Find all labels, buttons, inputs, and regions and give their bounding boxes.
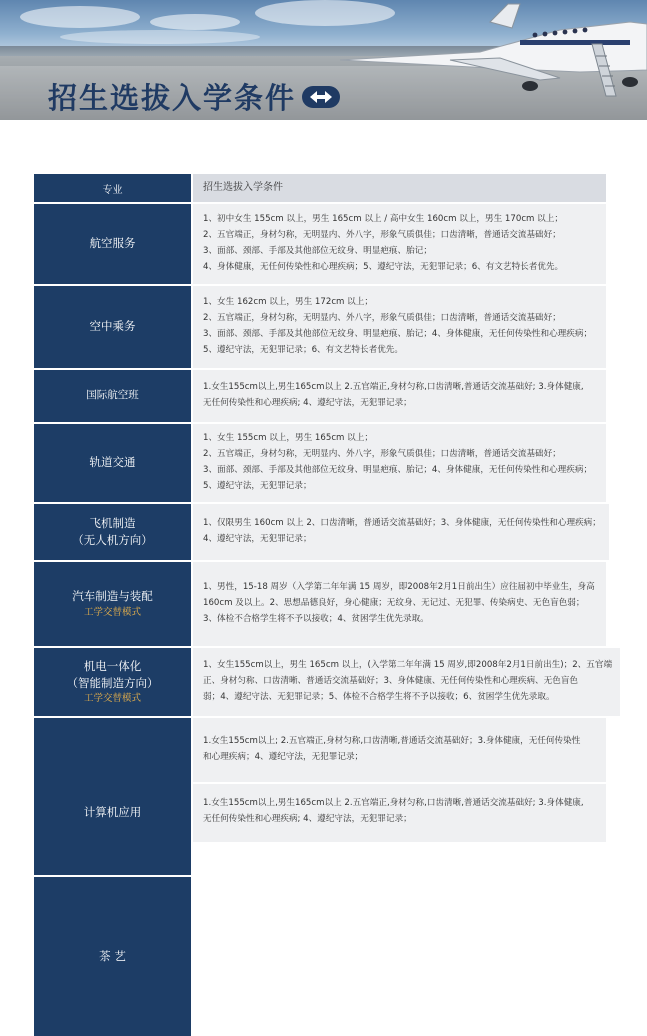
mode-label: 工学交替模式	[83, 693, 141, 705]
requirement-line: 1、女生 162cm 以上，男生 172cm 以上；	[203, 297, 373, 308]
requirement-line: 3、面部、颈部、手部及其他部位无纹身、明显疤痕、胎记；4、身体健康，无任何传染性和心理疾病；	[203, 465, 593, 475]
requirement-line: 无任何传染性和心理疾病; 4、遵纪守法，无犯罪记录；	[203, 398, 412, 408]
major-name: 汽车制造与装配	[72, 589, 153, 604]
requirement-line: 1、初中女生 155cm 以上，男生 165cm 以上 / 高中女生 160cm 以上，男生 170cm 以上；	[203, 214, 563, 225]
requirements-cell	[193, 204, 606, 284]
table-row	[34, 286, 606, 370]
requirement-line: 3、体检不合格学生将不予以接收；4、贫困学生优先录取。	[203, 613, 429, 624]
requirement-line: 160cm 及以上。2、思想品德良好，身心健康；无纹身、无记过、无犯罪、传染病史、无色盲色弱；	[203, 598, 585, 609]
table-row	[34, 784, 606, 842]
major-name: 轨道交通	[89, 455, 136, 470]
cloud	[60, 30, 260, 44]
column-header-major: 专业	[34, 174, 193, 202]
requirements-cell	[193, 370, 606, 422]
requirements-cell	[193, 504, 609, 560]
requirement-line: 4、身体健康，无任何传染性和心理疾病；5、遵纪守法，无犯罪记录；6、有文艺特长者优先。	[203, 261, 564, 272]
major-cell	[34, 424, 193, 502]
requirement-line: 正、身材匀称、口齿清晰、普通话交流基础好；3、身体健康、无任何传染性和心理疾病、无色盲色	[203, 676, 579, 687]
table-row	[34, 370, 606, 424]
requirements-cell	[193, 648, 620, 716]
major-cell	[34, 648, 193, 716]
requirement-line: 无任何传染性和心理疾病; 4、遵纪守法，无犯罪记录；	[203, 813, 412, 824]
requirement-line: 弱；4、遵纪守法、无犯罪记录；5、体检不合格学生将不予以接收；6、贫困学生优先录取。	[203, 691, 555, 702]
major-cell	[34, 562, 193, 646]
major-name: 空中乘务	[89, 319, 136, 334]
requirement-line: 1、女生155cm以上，男生 165cm 以上，(入学第二年年满 15 周岁,即2008年2月1日前出生)；2、五官端	[203, 660, 613, 671]
major-cell	[34, 504, 193, 560]
page-title: 招生选拔入学条件	[48, 81, 297, 115]
requirement-line: 2、五官端正，身材匀称，无明显内、外八字，形象气质俱佳；口齿清晰，普通话交流基础好；	[203, 449, 561, 460]
table-row	[34, 424, 606, 504]
requirement-line: 1、女生 155cm 以上，男生 165cm 以上；	[203, 433, 373, 444]
mode-label: 工学交替模式	[83, 606, 141, 618]
requirement-line: 1.女生155cm以上,男生165cm以上 2.五官端正,身材匀称,口齿清晰,普通话交流基础好; 3.身体健康,	[203, 798, 584, 808]
requirement-line: 2、五官端正，身材匀称，无明显内、外八字，形象气质俱佳；口齿清晰，普通话交流基础好；	[203, 230, 561, 241]
major-cell	[34, 286, 193, 368]
requirement-line: 5、遵纪守法，无犯罪记录；	[203, 480, 312, 491]
column-header-requirements: 招生选拔入学条件	[193, 174, 606, 202]
table-row	[34, 504, 606, 562]
table-row	[34, 648, 613, 718]
major-name: 茶 艺	[99, 948, 126, 963]
requirements-cell	[193, 562, 606, 646]
admission-requirements-table	[34, 174, 613, 963]
major-cell	[34, 370, 193, 422]
major-name: 机电一体化	[83, 658, 142, 673]
airplane-image	[330, 0, 647, 110]
major-cell	[34, 784, 193, 842]
cloud	[20, 6, 140, 28]
major-direction: （无人机方向）	[72, 533, 153, 547]
requirement-line: 2、五官端正，身材匀称，无明显内、外八字，形象气质俱佳；口齿清晰，普通话交流基础好；	[203, 313, 561, 324]
major-cell	[34, 204, 193, 284]
major-name: 航空服务	[89, 236, 136, 251]
requirement-line: 1、男性，15-18 周岁（入学第二年年满 15 周岁，即2008年2月1日前出生）应往届初中毕业生，身高	[203, 582, 595, 593]
requirements-cell	[193, 424, 606, 502]
requirements-cell	[193, 718, 606, 782]
requirements-cell	[193, 784, 606, 842]
major-name: 国际航空班	[86, 389, 139, 402]
table-row	[34, 562, 606, 648]
requirement-line: 3、面部、颈部、手部及其他部位无纹身、明显疤痕、胎记；	[203, 246, 432, 256]
requirement-line: 和心理疾病；4、遵纪守法，无犯罪记录；	[203, 752, 364, 762]
requirements-cell	[193, 286, 606, 368]
requirement-line: 1.女生155cm以上,男生165cm以上 2.五官端正,身材匀称,口齿清晰,普通话交流基础好; 3.身体健康,	[203, 382, 584, 393]
major-direction: （智能制造方向）	[66, 675, 159, 690]
requirement-line: 1、仅限男生 160cm 以上 2、口齿清晰，普通话交流基础好；3、身体健康，无任何传染性和心理疾病；	[203, 518, 601, 529]
cloud	[150, 14, 240, 30]
requirement-line: 5、遵纪守法，无犯罪记录；6、有文艺特长者优先。	[203, 344, 403, 355]
requirement-line: 1.女生155cm以上; 2.五官端正,身材匀称,口齿清晰,普通话交流基础好；3.身体健康，无任何传染性	[203, 736, 581, 747]
requirement-line: 4、遵纪守法，无犯罪记录；	[203, 534, 312, 544]
requirement-line: 3、面部、颈部、手部及其他部位无纹身、明显疤痕、胎记；4、身体健康，无任何传染性和心理疾病；	[203, 329, 593, 339]
major-name: 计算机应用	[83, 805, 142, 820]
table-header-row	[34, 174, 606, 204]
header-banner	[0, 0, 647, 120]
major-name: 飞机制造	[89, 515, 136, 530]
double-arrow-icon	[302, 86, 340, 108]
table-row	[34, 204, 606, 286]
major-cell	[34, 877, 193, 1036]
